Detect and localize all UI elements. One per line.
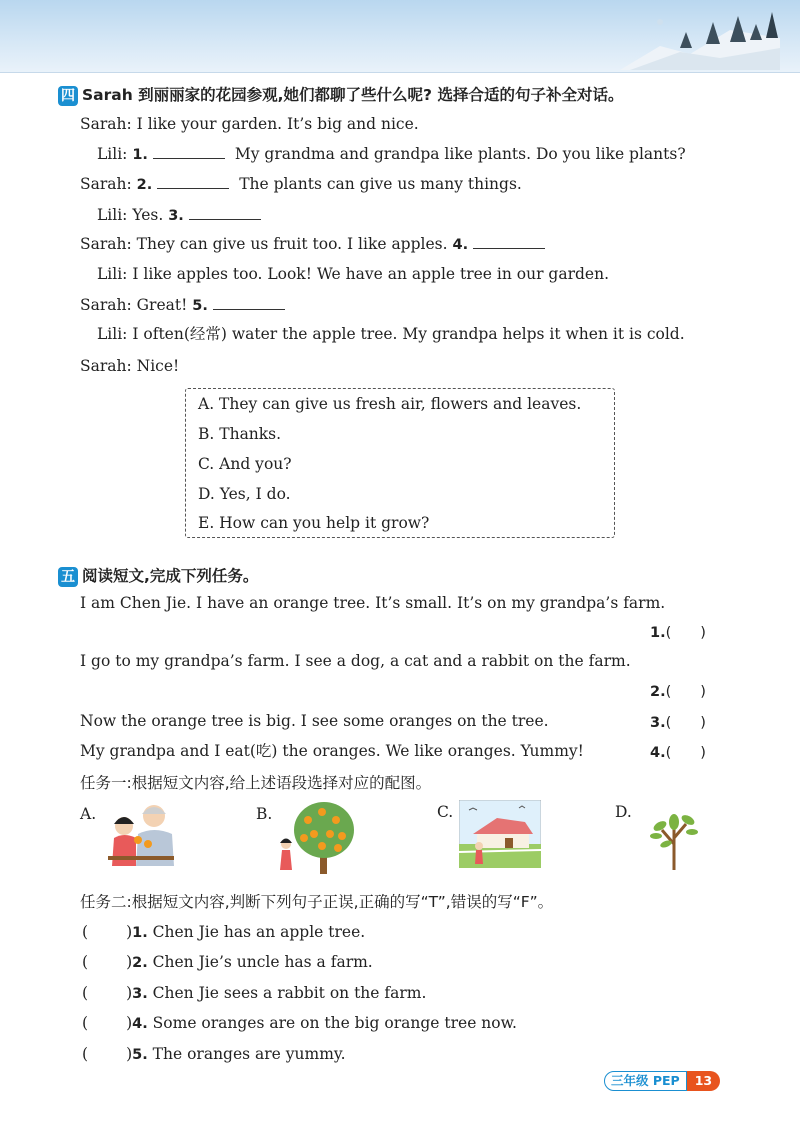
dialogue-line-6 [97, 263, 609, 285]
paragraph-2-answer[interactable] [650, 680, 706, 701]
page-footer-badge [604, 1071, 720, 1091]
tf-text: The oranges are yummy. [152, 1045, 346, 1063]
section4-title: 到丽丽家的花园参观,她们都聊了些什么呢? 选择合适的句子补全对话。 [132, 86, 624, 104]
dialogue-line-8 [97, 323, 685, 345]
dialogue-text: The plants can give us many things. [239, 175, 522, 193]
dialogue-text: My grandma and grandpa like plants. Do you like plants? [234, 145, 686, 163]
tf-text: Chen Jie has an apple tree. [152, 923, 366, 941]
tf-paren: ( [82, 1014, 89, 1032]
answer-blank-2[interactable] [157, 173, 229, 189]
dialogue-line-2 [97, 143, 686, 166]
blank-number: 1. [132, 147, 148, 163]
grandpa-girl-eating-oranges-picture [102, 800, 180, 866]
tf-number: 2. [132, 955, 148, 971]
speaker: Sarah: [80, 296, 132, 314]
answer-number: 4. [650, 745, 666, 761]
section5-heading [58, 564, 258, 587]
girl-with-big-orange-tree-picture [272, 798, 362, 876]
tf-number: 3. [132, 986, 148, 1002]
paragraph-3: Now the orange tree is big. I see some oranges on the tree. [80, 712, 549, 730]
answer-paren: ( ) [665, 625, 706, 641]
speaker: Lili: [97, 145, 128, 163]
picture-b-label: B. [256, 805, 273, 823]
dialogue-text: They can give us fruit too. I like apples. [136, 235, 448, 253]
picture-a-label: A. [80, 805, 97, 823]
speaker: Sarah: [80, 115, 132, 133]
section5-badge: 五 [58, 567, 78, 587]
dialogue-line-7 [80, 294, 290, 317]
answer-number: 3. [650, 715, 666, 731]
tf-paren: ( [82, 923, 89, 941]
blank-number: 3. [168, 208, 184, 224]
tf-paren: ( [82, 953, 89, 971]
tf-text: Chen Jie’s uncle has a farm. [152, 953, 373, 971]
option-a: A. They can give us fresh air, flowers and leaves. [198, 395, 582, 413]
answer-blank-3[interactable] [189, 204, 261, 220]
dialogue-line-1 [80, 113, 419, 135]
paragraph-2: I go to my grandpa’s farm. I see a dog, a cat and a rabbit on the farm. [80, 652, 631, 670]
dialogue-text: Nice! [136, 357, 180, 375]
option-e: E. How can you help it grow? [198, 514, 430, 532]
girl-at-farm-house-picture [459, 800, 541, 868]
paragraph-4-answer[interactable] [650, 741, 706, 762]
tf-item-2[interactable]: ( )2. Chen Jie’s uncle has a farm. [82, 953, 373, 971]
section5-title: 阅读短文,完成下列任务。 [82, 567, 259, 585]
answer-paren: ( ) [665, 715, 706, 731]
paragraph-4: My grandpa and I eat(吃) the oranges. We like oranges. Yummy! [80, 742, 584, 760]
option-b: B. Thanks. [198, 425, 282, 443]
tf-number: 4. [132, 1016, 148, 1032]
paragraph-1-answer[interactable] [650, 621, 706, 642]
dialogue-line-4 [97, 204, 266, 227]
dialogue-line-5 [80, 233, 550, 256]
dialogue-text: I often(经常) water the apple tree. My grandpa helps it when it is cold. [132, 325, 685, 343]
task1-instruction: 任务一:根据短文内容,给上述语段选择对应的配图。 [80, 774, 432, 792]
answer-paren: ( ) [665, 745, 706, 761]
speaker: Sarah: [80, 235, 132, 253]
section4-heading [58, 83, 623, 106]
speaker: Sarah: [80, 357, 132, 375]
dialogue-line-9 [80, 355, 179, 377]
section4-title-bold: Sarah [82, 86, 133, 104]
picture-c-label: C. [437, 803, 454, 821]
answer-number: 2. [650, 684, 666, 700]
section4-badge: 四 [58, 86, 78, 106]
tf-text: Some oranges are on the big orange tree now. [152, 1014, 517, 1032]
answer-blank-5[interactable] [213, 294, 285, 310]
dialogue-line-3 [80, 173, 522, 196]
blank-number: 2. [136, 177, 153, 193]
answer-number: 1. [650, 625, 666, 641]
tf-item-4[interactable]: ( )4. Some oranges are on the big orange tree now. [82, 1014, 517, 1032]
speaker: Lili: [97, 265, 128, 283]
tf-item-5[interactable]: ( )5. The oranges are yummy. [82, 1045, 346, 1063]
task2-instruction: 任务二:根据短文内容,判断下列句子正误,正确的写“T”,错误的写“F”。 [80, 893, 554, 911]
answer-paren: ( ) [665, 684, 706, 700]
tf-number: 5. [132, 1047, 148, 1063]
tf-item-1[interactable]: ( )1. Chen Jie has an apple tree. [82, 923, 366, 941]
grade-label: 三年级 PEP [604, 1071, 687, 1091]
speaker: Sarah: [80, 175, 132, 193]
page-number: 13 [687, 1071, 720, 1091]
snowy-mountain-icon [620, 8, 780, 70]
option-d: D. Yes, I do. [198, 485, 291, 503]
dialogue-text: I like your garden. It’s big and nice. [136, 115, 419, 133]
blank-number: 5. [192, 298, 208, 314]
small-tree-picture [648, 804, 700, 870]
speaker: Lili: [97, 325, 128, 343]
picture-d-label: D. [615, 803, 632, 821]
paragraph-3-answer[interactable] [650, 711, 706, 732]
speaker: Lili: [97, 206, 128, 224]
dialogue-text: Yes. [132, 206, 164, 224]
dialogue-text: Great! [136, 296, 188, 314]
tf-text: Chen Jie sees a rabbit on the farm. [152, 984, 427, 1002]
option-c: C. And you? [198, 455, 292, 473]
answer-blank-4[interactable] [473, 233, 545, 249]
tf-number: 1. [132, 925, 148, 941]
tf-paren: ( [82, 1045, 89, 1063]
blank-number: 4. [452, 237, 469, 253]
answer-blank-1[interactable] [153, 143, 225, 159]
tf-paren: ( [82, 984, 89, 1002]
paragraph-1: I am Chen Jie. I have an orange tree. It’s small. It’s on my grandpa’s farm. [80, 594, 666, 612]
dialogue-text: I like apples too. Look! We have an apple tree in our garden. [132, 265, 610, 283]
tf-item-3[interactable]: ( )3. Chen Jie sees a rabbit on the farm. [82, 984, 427, 1002]
